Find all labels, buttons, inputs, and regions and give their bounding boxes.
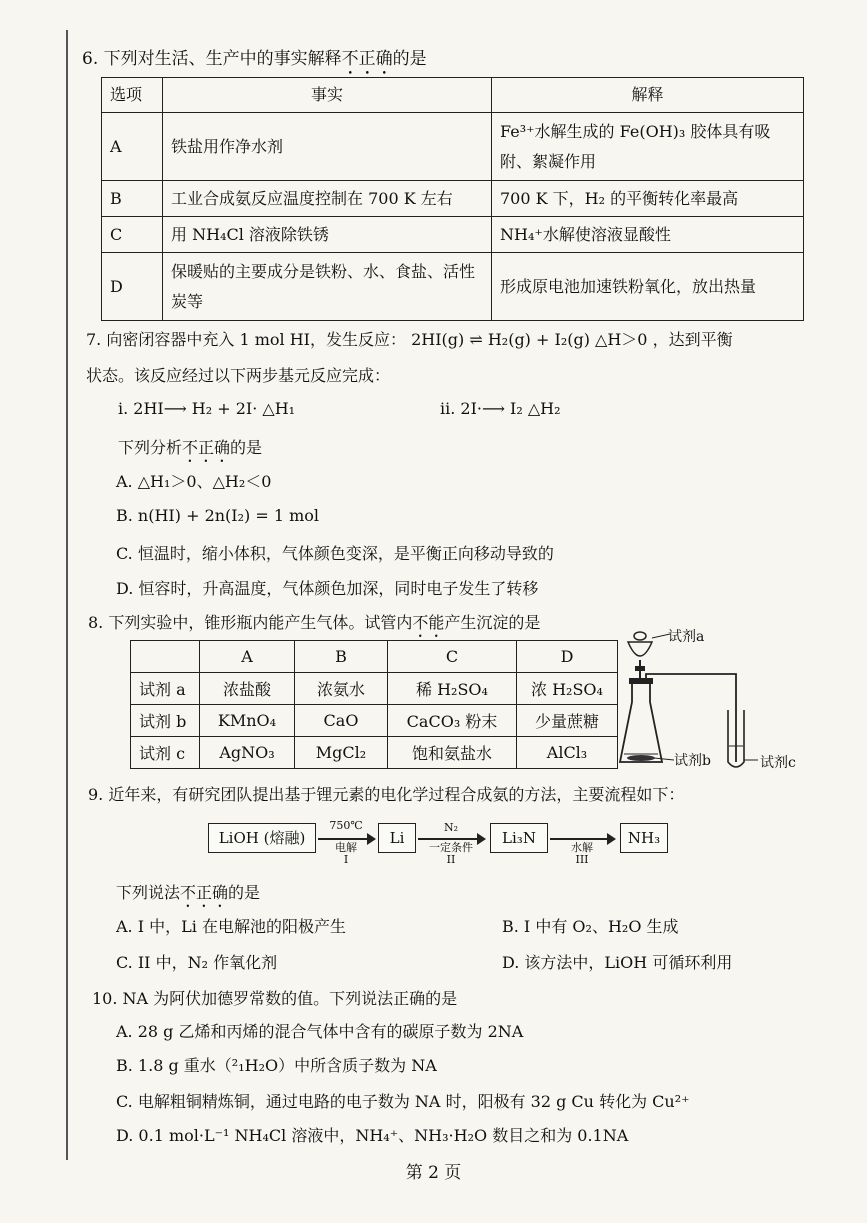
q10-option-a: A. 28 g 乙烯和丙烯的混合气体中含有的碳原子数为 2NA [116, 1022, 524, 1041]
q9-option-c: C. II 中，N₂ 作氧化剂 [116, 953, 278, 972]
q6-row-d-explanation: 形成原电池加速铁粉氧化，放出热量 [492, 253, 804, 321]
q6-row-c-explanation: NH₄⁺水解使溶液显酸性 [492, 217, 804, 253]
q7-step-i: i. 2HI⟶ H₂ + 2I· △H₁ [118, 399, 296, 418]
q8-corner-cell [131, 641, 200, 673]
q7-option-b: B. n(HI) + 2n(I₂) = 1 mol [116, 506, 320, 525]
flow-arrow3-mid-label: 水解 [571, 841, 593, 854]
q7-stem-line1: 7. 向密闭容器中充入 1 mol HI，发生反应： 2HI(g) ⇌ H₂(g) + I₂(g) △H＞0 ，达到平衡 [86, 330, 733, 349]
q9-question: 下列说法不正确的是 [116, 883, 261, 902]
q8-header-b: B [295, 641, 388, 673]
q8-cell: CaCO₃ 粉末 [388, 705, 517, 737]
q8-cell: 少量蔗糖 [517, 705, 618, 737]
q6-row-a-fact: 铁盐用作净水剂 [163, 113, 492, 181]
q8-cell: 稀 H₂SO₄ [388, 673, 517, 705]
q6-header-fact: 事实 [163, 78, 492, 113]
q9-option-d: D. 该方法中，LiOH 可循环利用 [502, 953, 733, 972]
q9-option-b: B. I 中有 O₂、H₂O 生成 [502, 917, 679, 936]
page-number: 第 2 页 [405, 1163, 462, 1183]
q8-cell: 饱和氨盐水 [388, 737, 517, 769]
q9-title: 9. 近年来，有研究团队提出基于锂元素的电化学过程合成氨的方法，主要流程如下： [88, 785, 685, 804]
q6-row-c-fact: 用 NH₄Cl 溶液除铁锈 [163, 217, 492, 253]
q8-reagent-a-label: 试剂a [668, 629, 705, 645]
q6-row-b-option: B [102, 181, 163, 217]
flow-box-li3n: Li₃N [490, 823, 548, 853]
flow-arrow2-top-label: N₂ [443, 821, 459, 834]
q8-cell: 浓 H₂SO₄ [517, 673, 618, 705]
q8-cell: 浓氨水 [295, 673, 388, 705]
q8-cell: 浓盐酸 [200, 673, 295, 705]
flow-arrow-2 [418, 838, 484, 840]
flow-arrow1-step-label: I [343, 853, 349, 866]
q8-cell: CaO [295, 705, 388, 737]
q7-option-d: D. 恒容时，升高温度，气体颜色加深，同时电子发生了转移 [116, 579, 539, 598]
q6-row-d-option: D [102, 253, 163, 321]
q7-stem-line2: 状态。该反应经过以下两步基元反应完成： [86, 366, 391, 385]
q8-cell: AlCl₃ [517, 737, 618, 769]
q8-table [130, 640, 618, 769]
flow-arrow2-mid-label: 一定条件 [429, 841, 473, 854]
q9-option-a: A. I 中，Li 在电解池的阳极产生 [116, 917, 346, 936]
q10-option-d: D. 0.1 mol·L⁻¹ NH₄Cl 溶液中，NH₄⁺、NH₃·H₂O 数目之和为 0.1NA [116, 1126, 629, 1145]
flow-box-nh3: NH₃ [620, 823, 668, 853]
flow-arrow1-top-label: 750℃ [329, 819, 363, 832]
q8-header-c: C [388, 641, 517, 673]
q6-header-option: 选项 [102, 78, 163, 113]
q8-cell: AgNO₃ [200, 737, 295, 769]
q6-row-b-fact: 工业合成氨反应温度控制在 700 K 左右 [163, 181, 492, 217]
q7-option-c: C. 恒温时，缩小体积，气体颜色变深，是平衡正向移动导致的 [116, 544, 554, 563]
flow-box-li: Li [378, 823, 416, 853]
q8-reagent-c-label: 试剂c [760, 755, 796, 771]
q10-title: 10. NA 为阿伏加德罗常数的值。下列说法正确的是 [92, 989, 458, 1008]
q6-row-a-explanation: Fe³⁺水解生成的 Fe(OH)₃ 胶体具有吸附、絮凝作用 [492, 113, 804, 181]
q10-option-c: C. 电解粗铜精炼铜，通过电路的电子数为 NA 时，阳极有 32 g Cu 转化为 Cu²⁺ [116, 1092, 690, 1111]
q6-header-explanation: 解释 [492, 78, 804, 113]
q8-cell: MgCl₂ [295, 737, 388, 769]
q8-row-label: 试剂 a [131, 673, 200, 705]
q8-title: 8. 下列实验中，锥形瓶内能产生气体。试管内不能产生沉淀的是 [88, 613, 541, 632]
flow-arrow1-mid-label: 电解 [335, 841, 357, 854]
q6-row-a-option: A [102, 113, 163, 181]
q8-reagent-b-label: 试剂b [674, 753, 711, 769]
q10-option-b: B. 1.8 g 重水（²₁H₂O）中所含质子数为 NA [116, 1056, 437, 1075]
q8-row-label: 试剂 b [131, 705, 200, 737]
q8-header-d: D [517, 641, 618, 673]
q6-row-c-option: C [102, 217, 163, 253]
flow-box-lioh: LiOH (熔融) [208, 823, 316, 853]
flow-arrow-1 [318, 838, 374, 840]
q7-step-ii: ii. 2I·⟶ I₂ △H₂ [440, 399, 561, 418]
q8-cell: KMnO₄ [200, 705, 295, 737]
q6-row-b-explanation: 700 K 下，H₂ 的平衡转化率最高 [492, 181, 804, 217]
flow-arrow2-step-label: II [446, 853, 456, 866]
q8-row-label: 试剂 c [131, 737, 200, 769]
flow-arrow3-step-label: III [575, 853, 589, 866]
q6-table [101, 77, 804, 321]
q7-question: 下列分析不正确的是 [118, 438, 263, 457]
q8-header-a: A [200, 641, 295, 673]
q7-option-a: A. △H₁＞0、△H₂＜0 [116, 472, 272, 491]
q6-title: 6. 下列对生活、生产中的事实解释不正确的是 [82, 49, 427, 69]
q6-row-d-fact: 保暖贴的主要成分是铁粉、水、食盐、活性炭等 [163, 253, 492, 321]
binding-margin-line [66, 30, 68, 1160]
flow-arrow-3 [550, 838, 614, 840]
